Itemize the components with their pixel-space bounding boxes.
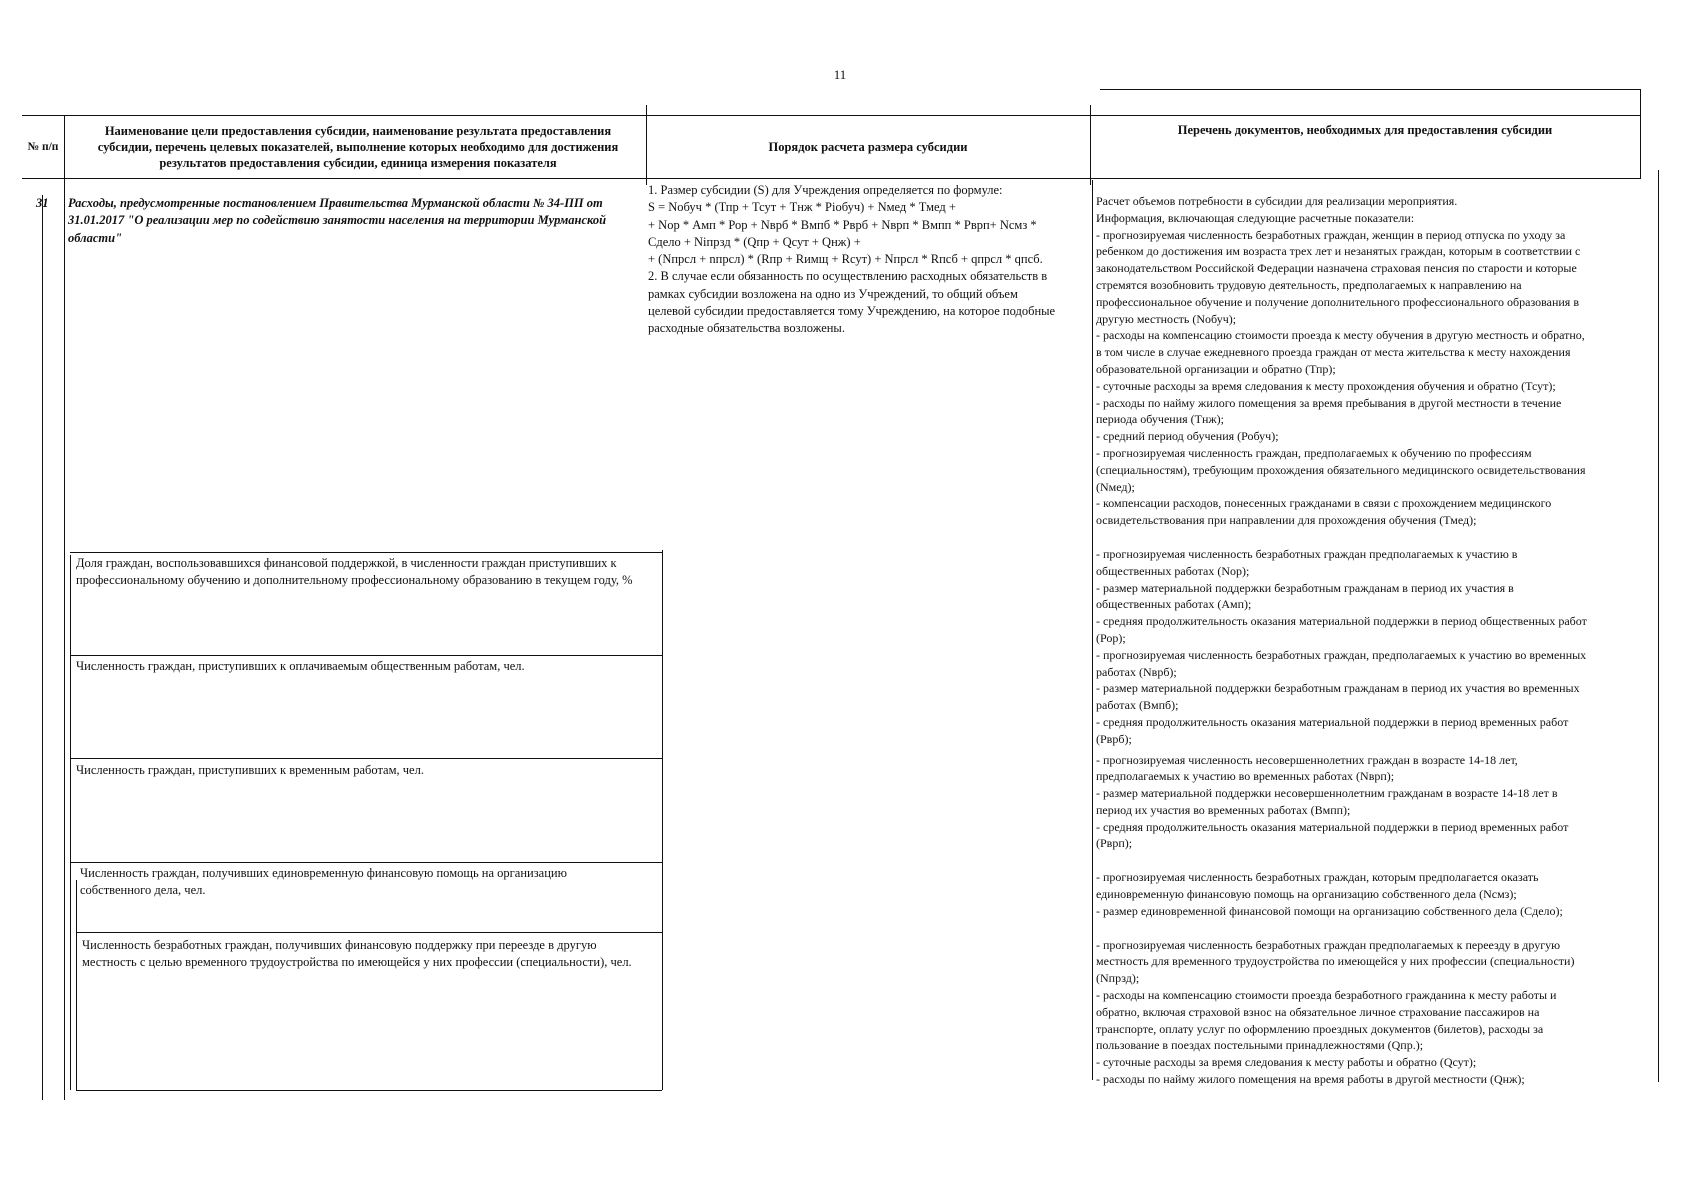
doc-line: стремятся возобновить трудовую деятельность, предполагаемых к направлению на xyxy=(1096,277,1522,292)
indicator-sep-1 xyxy=(70,552,662,553)
calc-frame-right xyxy=(1092,180,1093,1080)
doc-line: работах (Вмпб); xyxy=(1096,698,1179,713)
indicator-5: Численность безработных граждан, получивших финансовую поддержку при переезде в другую местность с целью временного трудоустройства по имеющейся у них профессии (специальности), чел. xyxy=(82,938,632,970)
doc-line: (Nпрзд); xyxy=(1096,971,1140,986)
header-col-calc: Порядок расчета размера субсидии xyxy=(768,139,968,154)
doc-line: образовательной организации и обратно (Тпр); xyxy=(1096,361,1336,376)
doc-line: транспорте, оплату услуг по оформлению проездных документов (билетов), расходы за xyxy=(1096,1021,1544,1036)
calc-line: + (Nпрсл + nпрсл) * (Rпр + Rимщ + Rсут) + Nпрсл * Rпсб + qпрсл * qпсб. xyxy=(648,252,1043,266)
row-number: 31 xyxy=(36,196,49,210)
doc-line: другую местность (Nобуч); xyxy=(1096,311,1237,326)
calc-line: расходные обязательства возложены. xyxy=(648,321,845,335)
doc-line: - расходы на компенсацию стоимости проезда к месту обучения в другую местность и обратно, xyxy=(1096,328,1585,343)
doc-line: (Рор); xyxy=(1096,630,1126,645)
doc-line: предполагаемых к участию во временных работах (Nврп); xyxy=(1096,769,1395,784)
doc-line: (Рврб); xyxy=(1096,731,1132,746)
calc-line: + Nор * Амп * Рор + Nврб * Вмпб * Рврб + Nврп * Вмпп * Рврп+ Nсмз * xyxy=(648,217,1037,232)
spacer xyxy=(1096,920,1656,937)
doc-line: - расходы по найму жилого помещения за время пребывания в другой местности в течение xyxy=(1096,395,1562,410)
doc-line: (Рврп); xyxy=(1096,836,1133,851)
doc-line: единовременную финансовую помощь на организацию собственного дела (Nсмз); xyxy=(1096,887,1517,902)
header-col-docs: Перечень документов, необходимых для предоставления субсидии xyxy=(1177,122,1553,137)
doc-line: - расходы на компенсацию стоимости проезда безработного гражданина к месту работы и xyxy=(1096,988,1557,1003)
doc-line: - размер материальной поддержки безработным гражданам в период их участия во временных xyxy=(1096,681,1580,696)
grid-line-1 xyxy=(42,195,43,1100)
doc-line: период их участия во временных работах (Вмпп); xyxy=(1096,802,1351,817)
doc-line: - средняя продолжительность оказания материальной поддержки в период общественных работ xyxy=(1096,614,1587,629)
doc-line: периода обучения (Тнж); xyxy=(1096,412,1224,427)
doc-line: - размер материальной поддержки безработным гражданам в период их участия в xyxy=(1096,580,1514,595)
calc-line: 1. Размер субсидии (S) для Учреждения определяется по формуле: xyxy=(648,183,1003,197)
doc-line: общественных работах (Nор); xyxy=(1096,563,1250,578)
grid-line-3 xyxy=(646,105,647,185)
indicator-frame-left xyxy=(70,555,71,1090)
doc-line: - прогнозируемая численность безработных граждан, которым предполагается оказать xyxy=(1096,870,1539,885)
spacer xyxy=(1096,529,1656,546)
doc-line: (Nмед); xyxy=(1096,479,1135,494)
doc-line: ребенком до достижения им возраста трех лет и незанятых граждан, которым в соответствии с xyxy=(1096,244,1581,259)
calc-line: 2. В случае если обязанность по осуществлению расходных обязательств в xyxy=(648,269,1048,284)
indicator-3: Численность граждан, приступивших к временным работам, чел. xyxy=(76,763,424,777)
doc-line: - размер материальной поддержки несовершеннолетним гражданам в возрасте 14-18 лет в xyxy=(1096,786,1558,801)
indicator-bottom xyxy=(76,1090,662,1091)
calc-line: S = Nобуч * (Тпр + Тсут + Тнж * Рiобуч) + Nмед * Тмед + xyxy=(648,200,956,215)
indicator-2: Численность граждан, приступивших к оплачиваемым общественным работам, чел. xyxy=(76,659,525,673)
doc-line: общественных работах (Амп); xyxy=(1096,597,1252,612)
doc-line: (специальностям), требующим прохождения обязательного медицинского освидетельствования xyxy=(1096,462,1586,477)
grid-line-4 xyxy=(1090,105,1091,185)
calc-text xyxy=(648,182,1088,337)
header-col-name: Наименование цели предоставления субсидии, наименование результата предоставления субсидии, перечень целевых показателей, выполнение которых необходимо для достижения результатов предоставления субсидии, единица измерения показателя xyxy=(97,123,619,171)
doc-line: обратно, включая страховой взнос на обязательное личное страхование пассажиров на xyxy=(1096,1004,1540,1019)
doc-line: - расходы по найму жилого помещения на время работы в другой местности (Qнж); xyxy=(1096,1072,1525,1087)
indicator-sep-3 xyxy=(70,758,662,759)
page-number: 11 xyxy=(833,67,847,82)
indicator-frame-left-2 xyxy=(76,880,77,1090)
doc-line: Информация, включающая следующие расчетные показатели: xyxy=(1096,210,1415,225)
doc-line: - прогнозируемая численность граждан, предполагаемых к обучению по профессиям xyxy=(1096,445,1532,460)
calc-line: рамках субсидии возложена на одно из Учреждений, то общий объем xyxy=(648,286,1018,301)
doc-line: освидетельствования при направлении для прохождения обучения (Тмед); xyxy=(1096,513,1477,528)
doc-line: - суточные расходы за время следования к месту работы и обратно (Qсут); xyxy=(1096,1055,1477,1070)
doc-line: - размер единовременной финансовой помощи на организацию собственного дела (Сдело); xyxy=(1096,903,1563,918)
doc-line: - суточные расходы за время следования к месту прохождения обучения и обратно (Тсут); xyxy=(1096,378,1556,393)
grid-line-5 xyxy=(1640,89,1641,179)
calc-line: Сдело + Niпрзд * (Qпр + Qсут + Qнж) + xyxy=(648,234,861,249)
grid-line-6 xyxy=(1658,170,1659,1082)
header-col-number: № п/п xyxy=(27,140,59,153)
indicator-sep-4 xyxy=(70,862,662,863)
doc-line: - средняя продолжительность оказания материальной поддержки в период временных работ xyxy=(1096,819,1569,834)
docs-text xyxy=(1096,193,1656,1088)
header-bottom-border xyxy=(22,178,1640,179)
doc-line: - средняя продолжительность оказания материальной поддержки в период временных работ xyxy=(1096,714,1569,729)
doc-line: в том числе в случае ежедневного проезда граждан от места жительства к месту нахождения xyxy=(1096,345,1571,360)
doc-line: - компенсации расходов, понесенных гражданами в связи с прохождением медицинского xyxy=(1096,496,1552,511)
indicator-4: Численность граждан, получивших единовременную финансовую помощь на организацию собственного дела, чел. xyxy=(80,866,567,898)
doc-line: местность для временного трудоустройства по имеющейся у них профессии (специальности) xyxy=(1096,954,1575,969)
indicator-frame-right xyxy=(662,550,663,1090)
indicator-1: Доля граждан, воспользовавшихся финансовой поддержкой, в численности граждан приступивших к профессиональному обучению и дополнительному профессиональному образованию в текущем году, % xyxy=(76,556,633,588)
grid-line-2 xyxy=(64,115,65,1100)
doc-line: пользование в поездах постельными принадлежностями (Qпр.); xyxy=(1096,1038,1424,1053)
spacer xyxy=(1096,852,1656,869)
doc-line: - прогнозируемая численность безработных граждан, женщин в период отпуска по уходу за xyxy=(1096,227,1566,242)
doc-line: - прогнозируемая численность безработных граждан предполагаемых к участию в xyxy=(1096,546,1518,561)
doc-line: законодательством Российской Федерации назначена страховая пенсия по старости и которые xyxy=(1096,261,1577,276)
calc-line: целевой субсидии предоставляется тому Учреждению, на которое подобные xyxy=(648,303,1056,318)
indicator-sep-5 xyxy=(76,932,662,933)
doc-line: профессиональное обучение и получение дополнительного профессионального образования в xyxy=(1096,294,1579,309)
doc-line: работах (Nврб); xyxy=(1096,664,1177,679)
indicator-sep-2 xyxy=(70,655,662,656)
doc-line: Расчет объемов потребности в субсидии для реализации мероприятия. xyxy=(1096,194,1458,208)
doc-line: - средний период обучения (Робуч); xyxy=(1096,429,1279,444)
doc-line: - прогнозируемая численность безработных граждан, предполагаемых к участию во временных xyxy=(1096,647,1587,662)
doc-line: - прогнозируемая численность несовершеннолетних граждан в возрасте 14-18 лет, xyxy=(1096,752,1518,767)
header-top-border-right xyxy=(1100,89,1640,90)
goal-title: Расходы, предусмотренные постановлением Правительства Мурманской области № 34-ПП от 31.01.2017 "О реализации мер по содействию занятости населения на территории Мурманской области" xyxy=(68,196,607,245)
doc-line: - прогнозируемая численность безработных граждан предполагаемых к переезду в другую xyxy=(1096,937,1561,952)
